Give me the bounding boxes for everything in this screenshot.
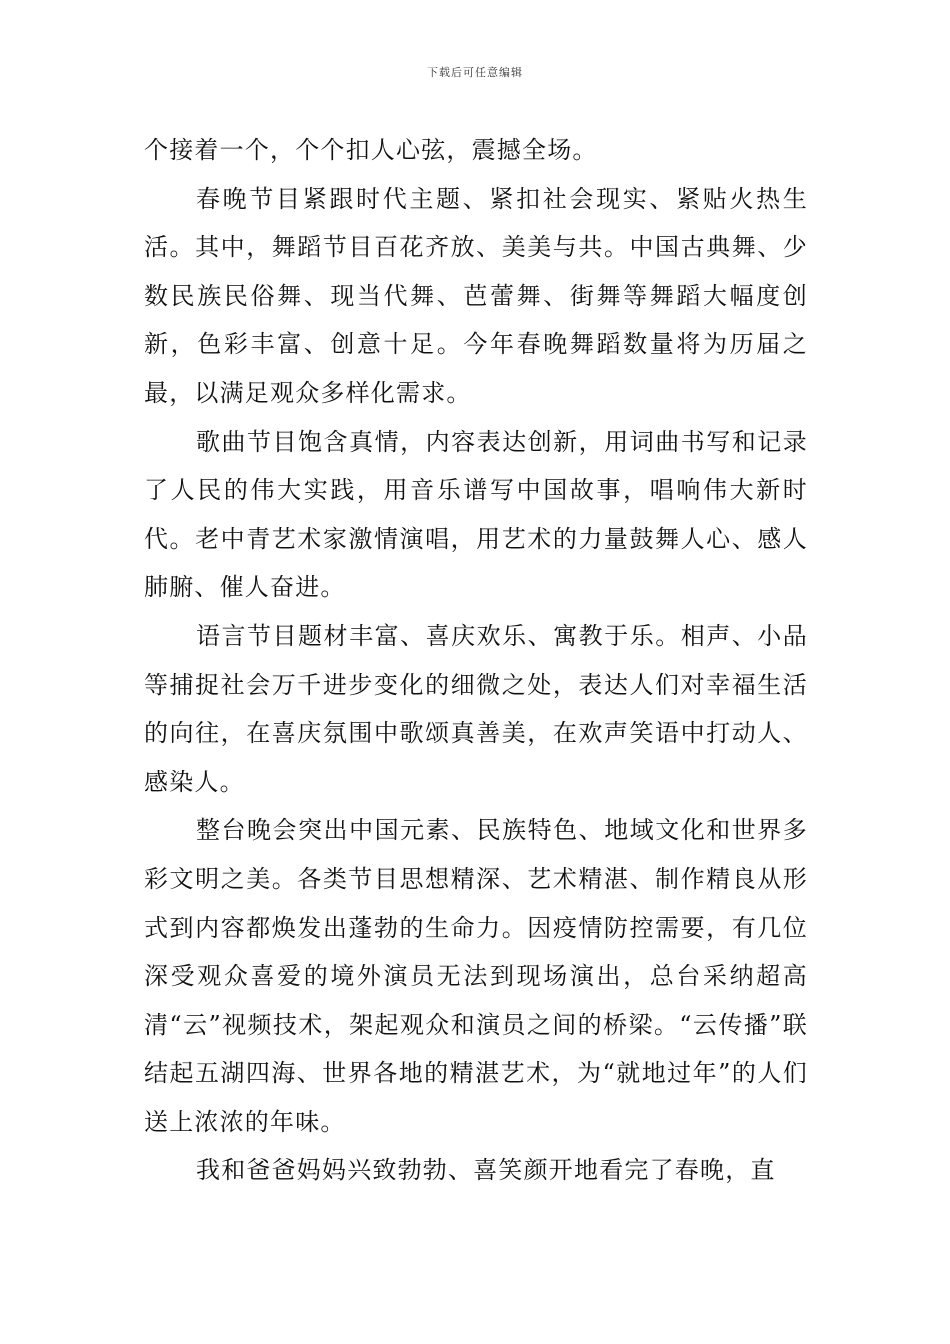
paragraph-song-programs: 歌曲节目饱含真情，内容表达创新，用词曲书写和记录了人民的伟大实践，用音乐谱写中国故事，唱响伟大新时代。老中青艺术家激情演唱，用艺术的力量鼓舞人心、感人肺腑、催人奋进。 xyxy=(144,427,808,602)
paragraph-family-watching: 我和爸爸妈妈兴致勃勃、喜笑颜开地看完了春晚，直 xyxy=(196,1156,776,1185)
paragraph-language-programs: 语言节目题材丰富、喜庆欢乐、寓教于乐。相声、小品等捕捉社会万千进步变化的细微之处，表达人们对幸福生活的向往，在喜庆氛围中歌颂真善美，在欢声笑语中打动人、感染人。 xyxy=(144,621,808,796)
paragraph-gala-overview: 整台晚会突出中国元素、民族特色、地域文化和世界多彩文明之美。各类节目思想精深、艺术精湛、制作精良从形式到内容都焕发出蓬勃的生命力。因疫情防控需要，有几位深受观众喜爱的境外演员无法到现场演出，总台采纳超高清“云”视频技术，架起观众和演员之间的桥梁。“云传播”联结起五湖四海、世界各地的精湛艺术，为“就地过年”的人们送上浓浓的年味。 xyxy=(144,816,808,1136)
paragraph-continuation: 个接着一个，个个扣人心弦，震撼全场。 xyxy=(144,136,598,164)
document-body xyxy=(144,126,808,1195)
page-header-note: 下载后可任意编辑 xyxy=(427,66,523,79)
paragraph-dance-programs: 春晚节目紧跟时代主题、紧扣社会现实、紧贴火热生活。其中，舞蹈节目百花齐放、美美与共。中国古典舞、少数民族民俗舞、现当代舞、芭蕾舞、街舞等舞蹈大幅度创新，色彩丰富、创意十足。今年春晚舞蹈数量将为历届之最，以满足观众多样化需求。 xyxy=(144,184,808,407)
